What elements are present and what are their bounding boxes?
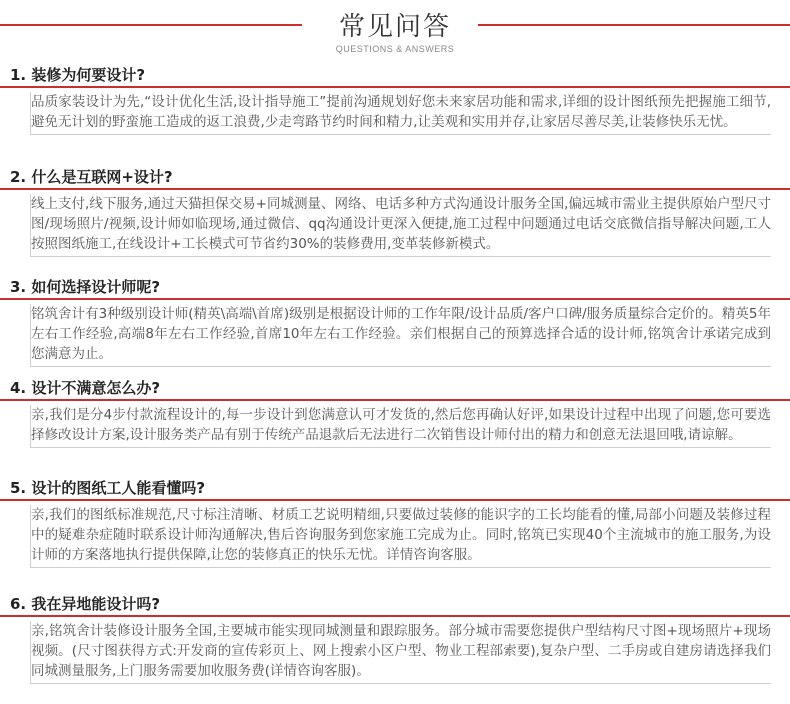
faq-divider bbox=[0, 499, 790, 501]
page-title: 常见问答 bbox=[338, 12, 451, 42]
faq-question: 2. 什么是互联网+设计? bbox=[10, 168, 173, 186]
page-header bbox=[0, 0, 790, 64]
faq-question: 3. 如何选择设计师呢? bbox=[10, 278, 161, 296]
faq-divider bbox=[0, 399, 790, 401]
faq-answer-box bbox=[30, 505, 771, 568]
faq-answer-box bbox=[30, 304, 771, 367]
faq-answer-box bbox=[30, 621, 771, 684]
page-subtitle: QUESTIONS & ANSWERS bbox=[335, 44, 455, 54]
faq-answer: 亲,我们是分4步付款流程设计的,每一步设计到您满意认可才发货的,然后您再确认好评,如果设计过程中出现了问题,您可要选择修改设计方案,设计服务类产品有别于传统产品退款后无法进行二次销售设计师付出的精力和创意无法退回哦,请谅解。 bbox=[31, 407, 771, 443]
faq-divider bbox=[0, 188, 790, 190]
faq-divider bbox=[0, 615, 790, 617]
faq-question: 5. 设计的图纸工人能看懂吗? bbox=[10, 479, 206, 497]
header-divider-right bbox=[478, 24, 790, 26]
faq-answer-box bbox=[30, 405, 771, 448]
faq-divider bbox=[0, 86, 790, 88]
faq-question: 4. 设计不满意怎么办? bbox=[10, 379, 161, 397]
faq-answer-box bbox=[30, 92, 771, 135]
faq-answer: 品质家装设计为先,“设计优化生活,设计指导施工”提前沟通规划好您未来家居功能和需求,详细的设计图纸预先把握施工细节,避免无计划的野蛮施工造成的返工浪费,少走弯路节约时间和精力,让美观和实用并存,让家居尽善尽美,让装修快乐无忧。 bbox=[31, 94, 771, 130]
faq-answer: 亲,我们的图纸标准规范,尺寸标注清晰、材质工艺说明精细,只要做过装修的能识字的工长均能看的懂,局部小问题及装修过程中的疑难杂症随时联系设计师沟通解决,售后咨询服务到您家施工完成为止。同时,铭筑已实现40个主流城市的施工服务,为设计师的方案落地执行提供保障,让您的装修真正的快乐无忧。详情咨询客服。 bbox=[31, 507, 771, 563]
faq-answer-box bbox=[30, 194, 771, 257]
faq-answer: 亲,铭筑舍计装修设计服务全国,主要城市能实现同城测量和跟踪服务。部分城市需要您提供户型结构尺寸图+现场照片+现场视频。(尺寸图获得方式:开发商的宣传彩页上、网上搜索小区户型、物业工程部索要),复杂户型、二手房或自建房请选择我们同城测量服务,上门服务需要加收服务费(详情咨询客服)。 bbox=[31, 623, 771, 679]
faq-answer: 线上支付,线下服务,通过天猫担保交易+同城测量、网络、电话多种方式沟通设计服务全国,偏远城市需业主提供原始户型尺寸图/现场照片/视频,设计师如临现场,通过微信、qq沟通设计更深入便捷,施工过程中问题通过电话交底微信指导解决问题,工人按照图纸施工,在线设计+工长模式可节省约30%的装修费用,变革装修新模式。 bbox=[31, 196, 771, 252]
faq-question: 1. 装修为何要设计? bbox=[10, 66, 146, 84]
faq-divider bbox=[0, 298, 790, 300]
faq-answer: 铭筑舍计有3种级别设计师(精英\高端\首席)级别是根据设计师的工作年限/设计品质/客户口碑/服务质量综合定价的。精英5年左右工作经验,高端8年左右工作经验,首席10年左右工作经验。亲们根据自己的预算选择合适的设计师,铭筑舍计承诺完成到您满意为止。 bbox=[31, 306, 771, 362]
faq-question: 6. 我在异地能设计吗? bbox=[10, 595, 161, 613]
